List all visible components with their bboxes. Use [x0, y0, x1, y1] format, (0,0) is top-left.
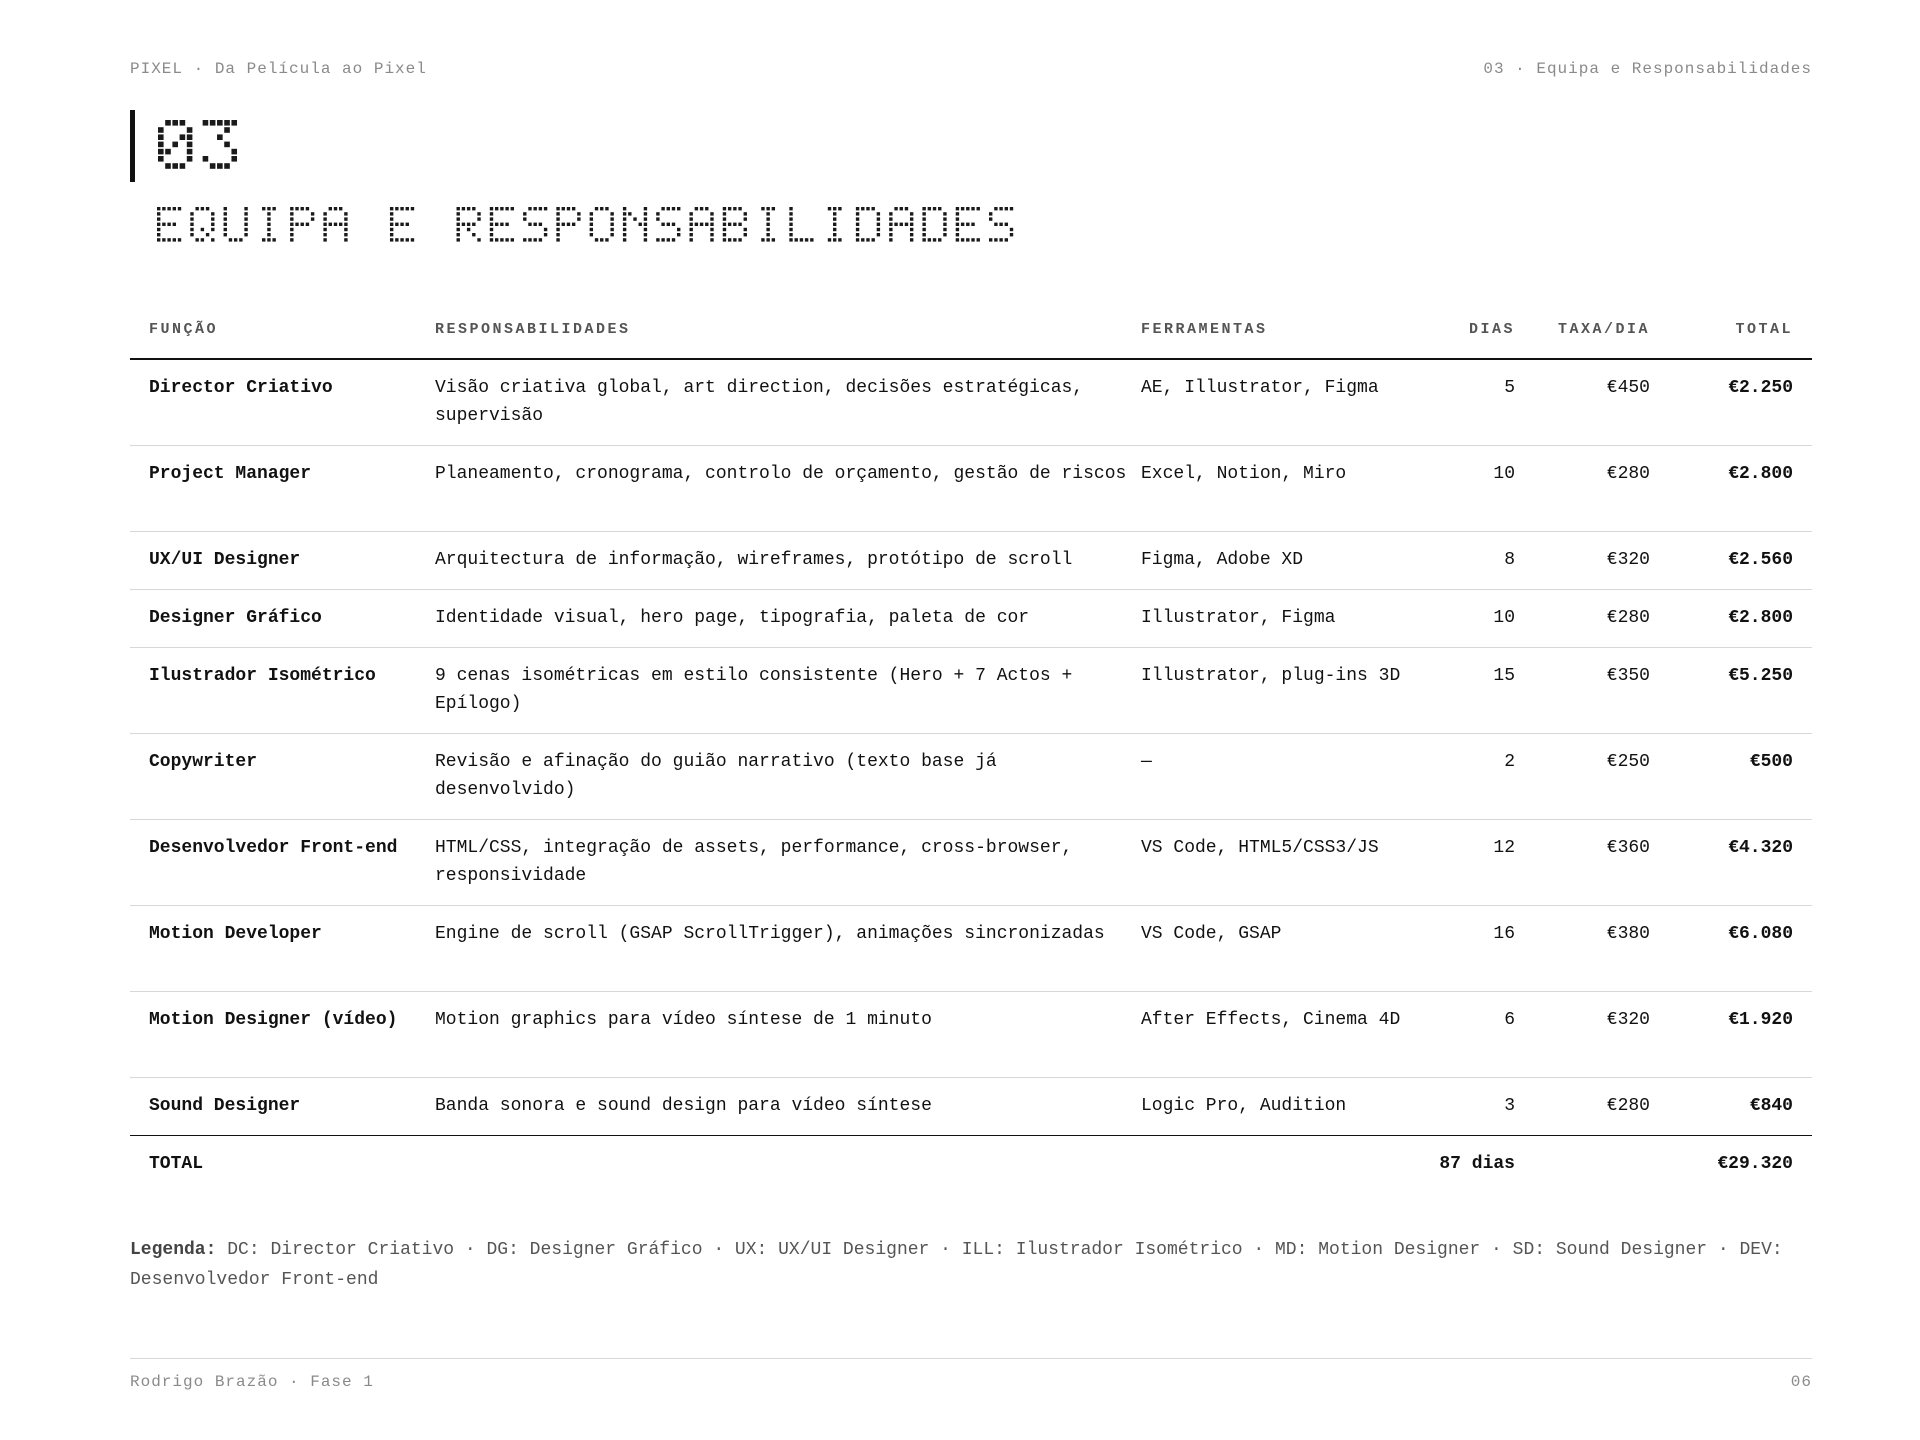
table-row — [130, 906, 1812, 992]
chapter-title-glyph — [323, 207, 347, 242]
subtotal-cell: €4.320 — [1728, 838, 1793, 858]
page-number: 06 — [1790, 1373, 1812, 1391]
responsibilities-cell: Motion graphics para vídeo síntese de 1 minuto — [435, 1010, 932, 1030]
responsibilities-cell: Arquitectura de informação, wireframes, protótipo de scroll — [435, 550, 1073, 570]
chapter-title-glyph — [390, 207, 414, 242]
responsibilities-cell: Revisão e afinação do guião narrativo (texto base já desenvolvido) — [435, 752, 997, 800]
subtotal-cell: €500 — [1749, 752, 1793, 772]
chapter-accent-bar — [130, 110, 135, 182]
days-cell: 6 — [1504, 1010, 1515, 1030]
responsibilities-cell: Visão criativa global, art direction, decisões estratégicas, supervisão — [435, 378, 1084, 426]
tools-cell: VS Code, GSAP — [1141, 924, 1282, 944]
role-cell: Sound Designer — [149, 1096, 301, 1116]
responsibilities-cell: Identidade visual, hero page, tipografia, paleta de cor — [435, 608, 1030, 628]
footer-divider — [130, 1358, 1812, 1359]
chapter-title-glyph — [723, 207, 747, 242]
rate-cell: €360 — [1606, 838, 1650, 858]
table-header-row — [130, 310, 1812, 360]
chapter-title-glyph — [828, 207, 842, 242]
tools-cell: Illustrator, Figma — [1141, 608, 1336, 628]
days-cell: 10 — [1493, 608, 1515, 628]
chapter-title-glyph — [889, 207, 913, 242]
tools-cell: VS Code, HTML5/CSS3/JS — [1141, 838, 1379, 858]
rate-cell: €320 — [1606, 1010, 1650, 1030]
total-label: TOTAL — [149, 1154, 204, 1174]
table-row — [130, 446, 1812, 532]
role-cell: Desenvolvedor Front-end — [149, 838, 398, 858]
chapter-title — [157, 205, 1057, 247]
rate-cell: €280 — [1606, 464, 1650, 484]
responsibilities-cell: Planeamento, cronograma, controlo de orçamento, gestão de riscos — [435, 464, 1127, 484]
responsibilities-cell: HTML/CSS, integração de assets, performance, cross-browser, responsividade — [435, 838, 1073, 886]
role-cell: Designer Gráfico — [149, 608, 322, 628]
subtotal-cell: €2.800 — [1728, 608, 1793, 628]
chapter-title-glyph — [656, 207, 680, 242]
role-cell: Motion Developer — [149, 924, 322, 944]
days-cell: 2 — [1504, 752, 1515, 772]
rate-cell: €450 — [1606, 378, 1650, 398]
subtotal-cell: €6.080 — [1728, 924, 1793, 944]
chapter-title-glyph — [922, 207, 946, 242]
rate-cell: €250 — [1606, 752, 1650, 772]
chapter-title-glyph — [523, 207, 547, 242]
team-table — [130, 310, 1812, 1236]
legend-text: DC: Director Criativo · DG: Designer Gráfico · UX: UX/UI Designer · ILL: Ilustrador Isométrico · MD: Motion Designer · SD: Sound Designer · DEV: Desenvolvedor Front-end — [130, 1240, 1783, 1290]
running-header — [130, 60, 1812, 82]
days-cell: 16 — [1493, 924, 1515, 944]
table-row — [130, 734, 1812, 820]
table-row — [130, 992, 1812, 1078]
rate-cell: €380 — [1606, 924, 1650, 944]
chapter-title-glyph — [157, 207, 181, 242]
tools-cell: Illustrator, plug-ins 3D — [1141, 666, 1401, 686]
role-cell: UX/UI Designer — [149, 550, 301, 570]
col-header-total: TOTAL — [1735, 321, 1793, 338]
role-cell: Motion Designer (vídeo) — [149, 1010, 398, 1030]
legend-label: Legenda: — [130, 1240, 217, 1260]
col-header-funcao: FUNÇÃO — [149, 321, 219, 338]
footer-author: Rodrigo Brazão · Fase 1 — [130, 1373, 374, 1391]
chapter-title-glyph — [590, 207, 614, 242]
tools-cell: AE, Illustrator, Figma — [1141, 378, 1379, 398]
chapter-number — [158, 120, 358, 180]
days-cell: 10 — [1493, 464, 1515, 484]
total-amount: €29.320 — [1717, 1154, 1793, 1174]
role-cell: Copywriter — [149, 752, 258, 772]
chapter-number-glyph — [203, 120, 237, 169]
tools-cell: Figma, Adobe XD — [1141, 550, 1304, 570]
days-cell: 15 — [1493, 666, 1515, 686]
role-cell: Project Manager — [149, 464, 312, 484]
chapter-title-glyph — [856, 207, 880, 242]
subtotal-cell: €2.800 — [1728, 464, 1793, 484]
chapter-title-glyph — [956, 207, 980, 242]
table-row — [130, 590, 1812, 648]
table-row — [130, 532, 1812, 590]
header-publication: PIXEL · Da Película ao Pixel — [130, 60, 427, 78]
subtotal-cell: €5.250 — [1728, 666, 1793, 686]
table-row — [130, 648, 1812, 734]
days-cell: 5 — [1504, 378, 1515, 398]
days-cell: 12 — [1493, 838, 1515, 858]
responsibilities-cell: 9 cenas isométricas em estilo consistente (Hero + 7 Actos + Epílogo) — [435, 666, 1073, 714]
subtotal-cell: €2.560 — [1728, 550, 1793, 570]
tools-cell: After Effects, Cinema 4D — [1141, 1010, 1401, 1030]
chapter-title-glyph — [190, 207, 214, 242]
rate-cell: €350 — [1606, 666, 1650, 686]
chapter-marker — [130, 110, 730, 182]
table-row — [130, 360, 1812, 446]
rate-cell: €280 — [1606, 608, 1650, 628]
table-row — [130, 1078, 1812, 1136]
responsibilities-cell: Engine de scroll (GSAP ScrollTrigger), animações sincronizadas — [435, 924, 1105, 944]
chapter-number-glyph — [158, 120, 192, 169]
chapter-title-glyph — [224, 207, 248, 242]
page — [130, 0, 1812, 1440]
role-cell: Director Criativo — [149, 378, 333, 398]
tools-cell: Excel, Notion, Miro — [1141, 464, 1347, 484]
table-total-row — [130, 1135, 1812, 1236]
col-header-responsabilidades: RESPONSABILIDADES — [435, 321, 631, 338]
total-days: 87 dias — [1439, 1154, 1515, 1174]
table-row — [130, 820, 1812, 906]
role-cell: Ilustrador Isométrico — [149, 666, 376, 686]
chapter-title-glyph — [761, 207, 775, 242]
chapter-title-glyph — [689, 207, 713, 242]
chapter-title-glyph — [457, 207, 481, 242]
running-footer — [130, 1373, 1812, 1395]
chapter-title-glyph — [290, 207, 314, 242]
responsibilities-cell: Banda sonora e sound design para vídeo síntese — [435, 1096, 932, 1116]
days-cell: 8 — [1504, 550, 1515, 570]
header-section: 03 · Equipa e Responsabilidades — [1483, 60, 1812, 78]
subtotal-cell: €2.250 — [1728, 378, 1793, 398]
col-header-ferramentas: FERRAMENTAS — [1141, 321, 1268, 338]
col-header-dias: DIAS — [1468, 321, 1515, 338]
chapter-title-glyph — [262, 207, 276, 242]
chapter-title-glyph — [623, 207, 647, 242]
chapter-title-glyph — [989, 207, 1013, 242]
chapter-title-glyph — [490, 207, 514, 242]
chapter-title-glyph — [789, 207, 813, 242]
days-cell: 3 — [1504, 1096, 1515, 1116]
col-header-taxa-dia: TAXA/DIA — [1557, 321, 1650, 338]
tools-cell: Logic Pro, Audition — [1141, 1096, 1347, 1116]
legend — [130, 1235, 1812, 1295]
rate-cell: €320 — [1606, 550, 1650, 570]
tools-cell: — — [1141, 752, 1152, 772]
chapter-title-glyph — [556, 207, 580, 242]
rate-cell: €280 — [1606, 1096, 1650, 1116]
subtotal-cell: €1.920 — [1728, 1010, 1793, 1030]
subtotal-cell: €840 — [1749, 1096, 1793, 1116]
